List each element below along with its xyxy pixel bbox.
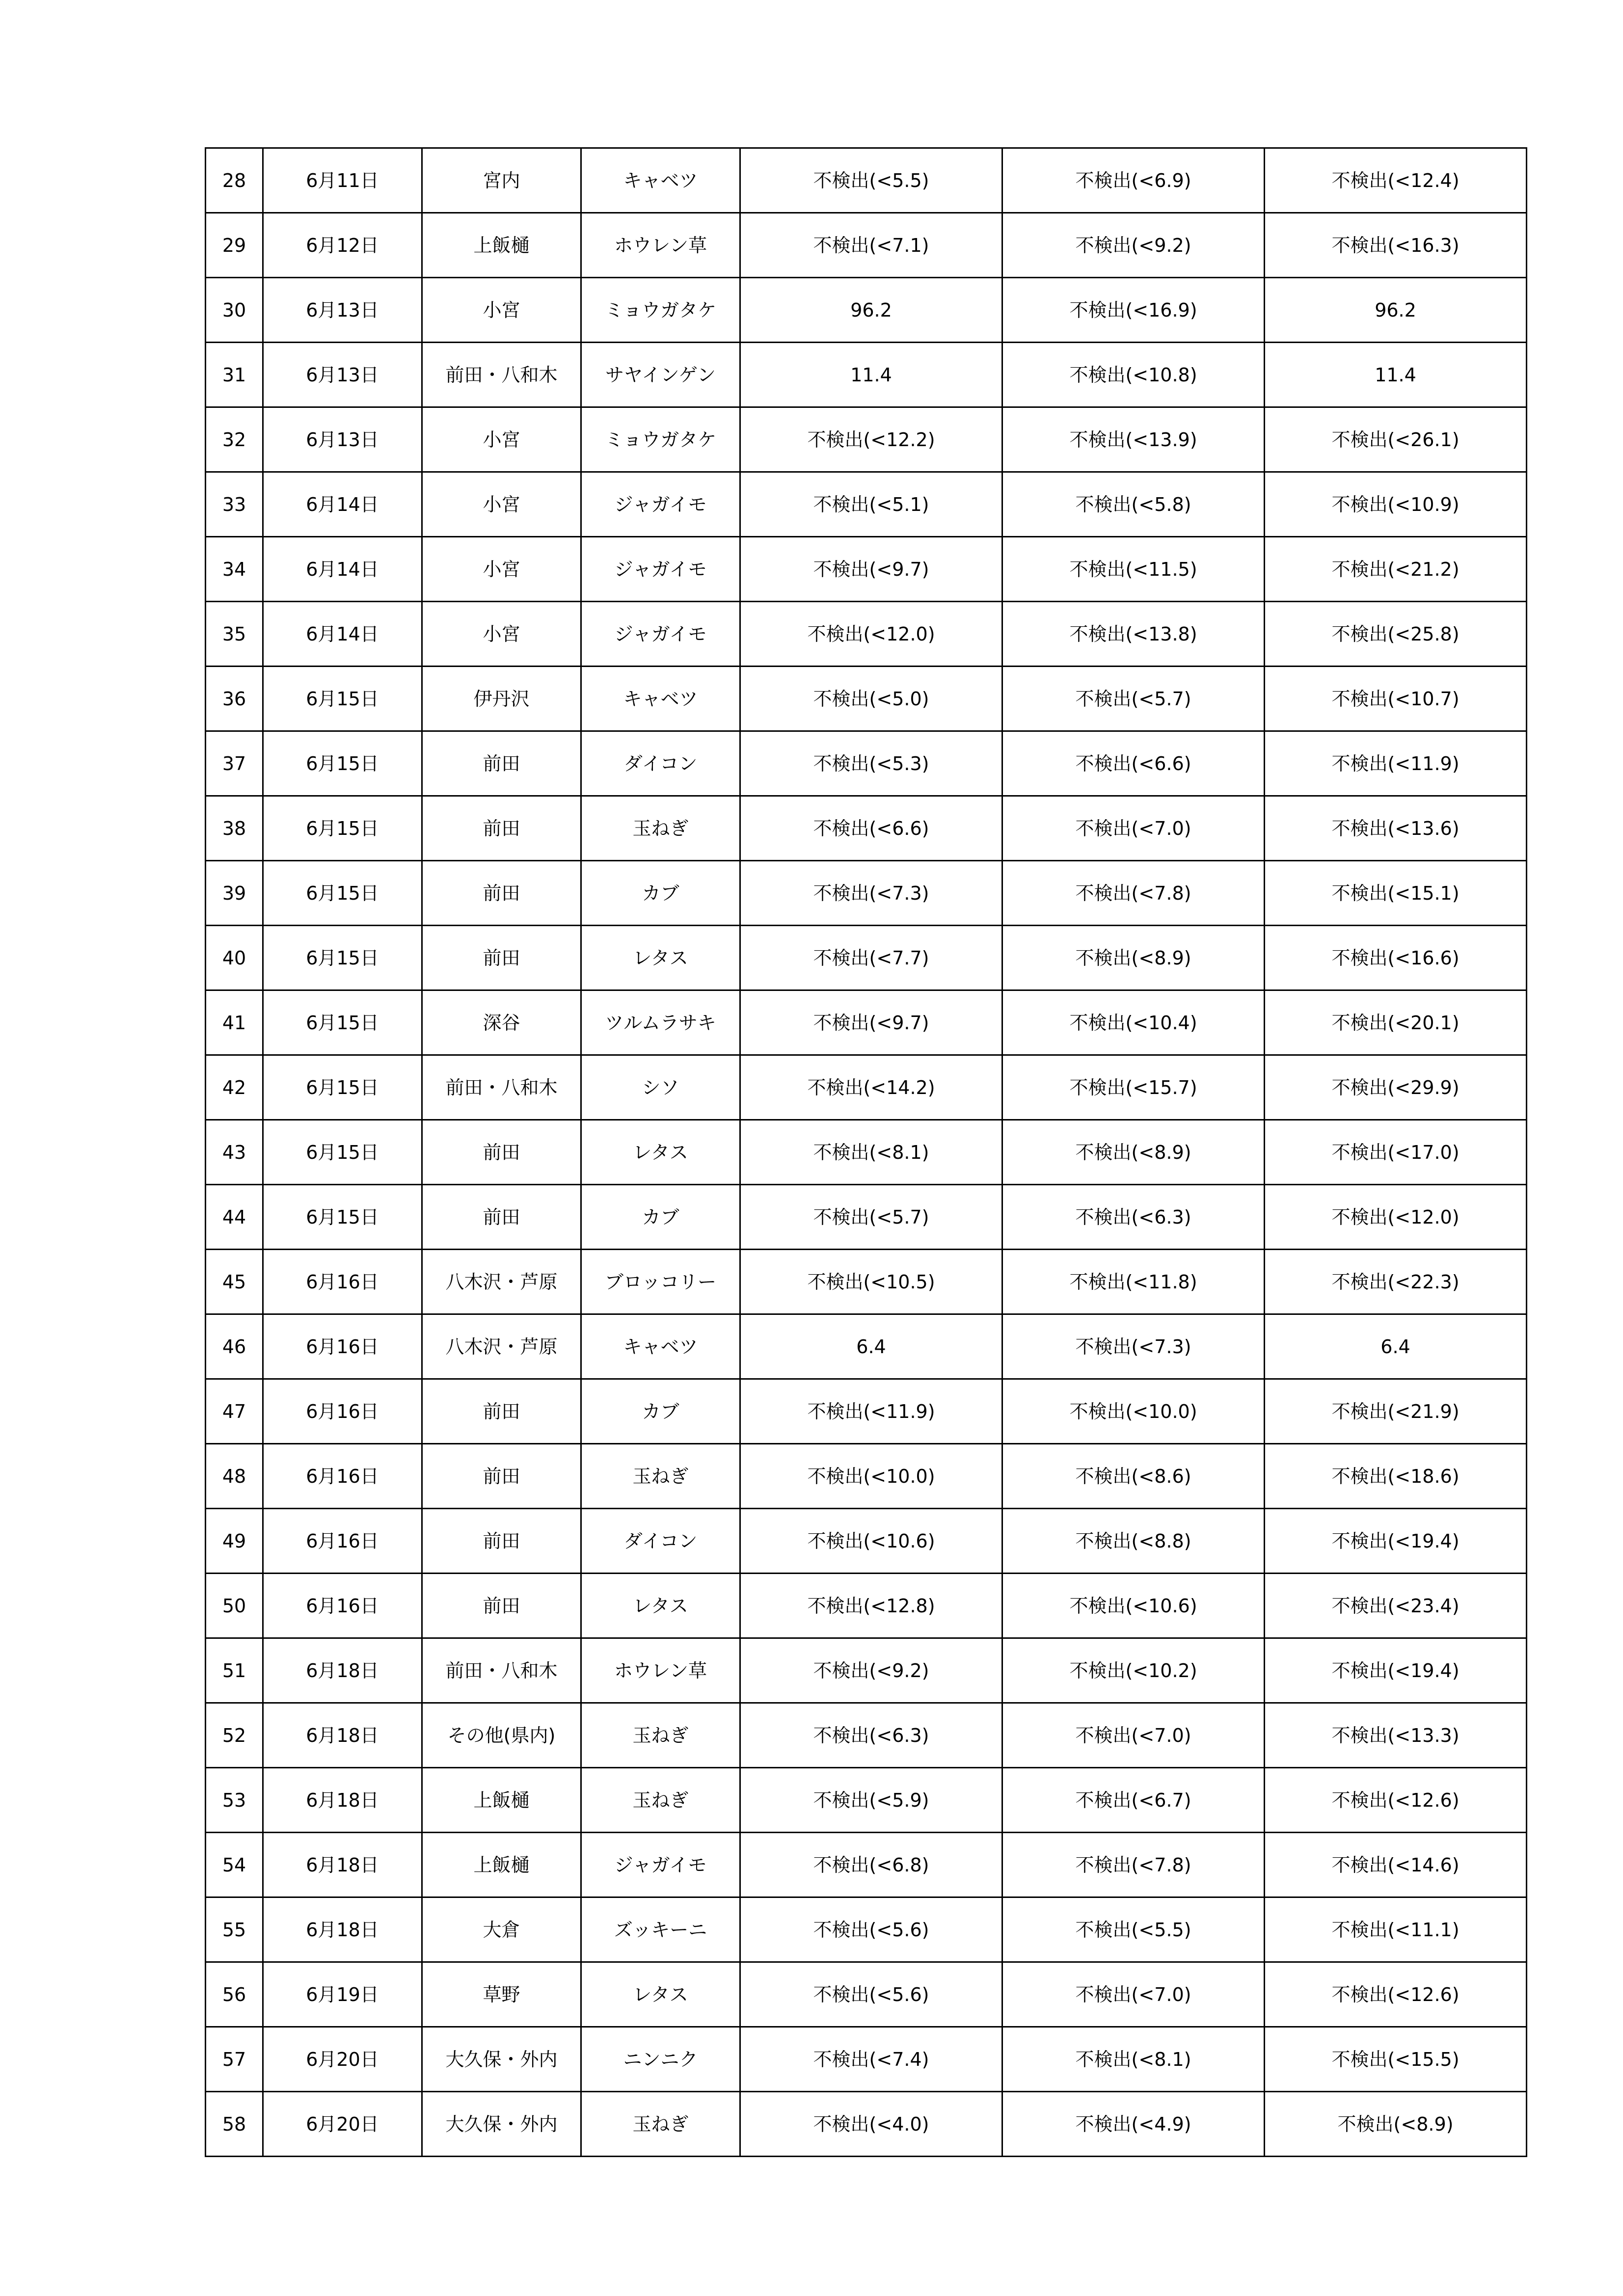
- measurement-value-1: 6.4: [740, 1314, 1002, 1379]
- row-number: 43: [206, 1120, 263, 1185]
- measurement-total: 不検出(<10.7): [1265, 667, 1527, 731]
- sample-date: 6月11日: [263, 148, 422, 213]
- measurement-total: 6.4: [1265, 1314, 1527, 1379]
- measurement-value-1: 不検出(<10.0): [740, 1444, 1002, 1509]
- sample-date: 6月18日: [263, 1703, 422, 1768]
- table-row: [206, 278, 1527, 343]
- measurement-value-2: 不検出(<8.8): [1002, 1509, 1265, 1574]
- sample-area: 大久保・外内: [422, 2092, 581, 2157]
- sample-date: 6月14日: [263, 472, 422, 537]
- sample-date: 6月15日: [263, 796, 422, 861]
- sample-date: 6月16日: [263, 1444, 422, 1509]
- sample-area: 前田: [422, 1509, 581, 1574]
- row-number: 36: [206, 667, 263, 731]
- row-number: 34: [206, 537, 263, 602]
- table-row: [206, 343, 1527, 407]
- sample-area: 前田: [422, 1444, 581, 1509]
- measurement-value-1: 不検出(<9.2): [740, 1638, 1002, 1703]
- sample-item: ジャガイモ: [581, 472, 740, 537]
- sample-item: キャベツ: [581, 667, 740, 731]
- sample-date: 6月13日: [263, 278, 422, 343]
- sample-item: ミョウガタケ: [581, 407, 740, 472]
- measurement-total: 11.4: [1265, 343, 1527, 407]
- sample-date: 6月14日: [263, 537, 422, 602]
- sample-area: 前田: [422, 861, 581, 926]
- table-row: [206, 407, 1527, 472]
- sample-item: ホウレン草: [581, 1638, 740, 1703]
- measurement-value-1: 不検出(<9.7): [740, 990, 1002, 1055]
- measurement-value-2: 不検出(<7.8): [1002, 861, 1265, 926]
- row-number: 58: [206, 2092, 263, 2157]
- sample-item: レタス: [581, 926, 740, 990]
- row-number: 32: [206, 407, 263, 472]
- measurement-value-2: 不検出(<10.2): [1002, 1638, 1265, 1703]
- row-number: 50: [206, 1574, 263, 1638]
- table-body: [206, 148, 1527, 2157]
- measurement-value-1: 不検出(<10.5): [740, 1250, 1002, 1314]
- sample-date: 6月16日: [263, 1574, 422, 1638]
- sample-date: 6月16日: [263, 1314, 422, 1379]
- row-number: 48: [206, 1444, 263, 1509]
- measurement-value-2: 不検出(<7.3): [1002, 1314, 1265, 1379]
- measurement-value-2: 不検出(<9.2): [1002, 213, 1265, 278]
- row-number: 44: [206, 1185, 263, 1250]
- table-row: [206, 1250, 1527, 1314]
- row-number: 56: [206, 1962, 263, 2027]
- row-number: 46: [206, 1314, 263, 1379]
- sample-item: ミョウガタケ: [581, 278, 740, 343]
- sample-item: ダイコン: [581, 1509, 740, 1574]
- measurement-total: 不検出(<11.1): [1265, 1897, 1527, 1962]
- row-number: 38: [206, 796, 263, 861]
- measurement-total: 不検出(<16.6): [1265, 926, 1527, 990]
- sample-item: サヤインゲン: [581, 343, 740, 407]
- table-row: [206, 2092, 1527, 2157]
- measurement-total: 不検出(<8.9): [1265, 2092, 1527, 2157]
- row-number: 28: [206, 148, 263, 213]
- measurement-value-1: 不検出(<8.1): [740, 1120, 1002, 1185]
- measurement-value-2: 不検出(<11.8): [1002, 1250, 1265, 1314]
- measurement-value-1: 不検出(<5.5): [740, 148, 1002, 213]
- row-number: 51: [206, 1638, 263, 1703]
- sample-area: 小宮: [422, 472, 581, 537]
- table-row: [206, 1444, 1527, 1509]
- sample-area: 前田: [422, 1379, 581, 1444]
- measurement-value-1: 不検出(<7.4): [740, 2027, 1002, 2092]
- measurement-value-2: 不検出(<5.5): [1002, 1897, 1265, 1962]
- sample-item: ジャガイモ: [581, 1833, 740, 1897]
- sample-item: レタス: [581, 1962, 740, 2027]
- sample-area: 小宮: [422, 278, 581, 343]
- table-row: [206, 1897, 1527, 1962]
- row-number: 31: [206, 343, 263, 407]
- measurement-total: 不検出(<12.6): [1265, 1768, 1527, 1833]
- sample-area: 前田: [422, 1185, 581, 1250]
- table-row: [206, 926, 1527, 990]
- sample-item: シソ: [581, 1055, 740, 1120]
- sample-area: 大倉: [422, 1897, 581, 1962]
- sample-date: 6月20日: [263, 2027, 422, 2092]
- measurement-total: 不検出(<13.3): [1265, 1703, 1527, 1768]
- sample-item: キャベツ: [581, 1314, 740, 1379]
- measurement-total: 不検出(<26.1): [1265, 407, 1527, 472]
- sample-area: 伊丹沢: [422, 667, 581, 731]
- measurement-value-1: 不検出(<9.7): [740, 537, 1002, 602]
- measurement-value-1: 不検出(<7.3): [740, 861, 1002, 926]
- measurement-total: 不検出(<17.0): [1265, 1120, 1527, 1185]
- measurement-value-2: 不検出(<6.6): [1002, 731, 1265, 796]
- sample-date: 6月18日: [263, 1833, 422, 1897]
- table-row: [206, 1120, 1527, 1185]
- measurement-value-1: 不検出(<5.6): [740, 1897, 1002, 1962]
- measurement-value-2: 不検出(<4.9): [1002, 2092, 1265, 2157]
- sample-item: ジャガイモ: [581, 602, 740, 667]
- measurement-value-1: 不検出(<5.7): [740, 1185, 1002, 1250]
- measurement-value-2: 不検出(<11.5): [1002, 537, 1265, 602]
- measurement-total: 不検出(<21.9): [1265, 1379, 1527, 1444]
- measurement-total: 不検出(<16.3): [1265, 213, 1527, 278]
- row-number: 37: [206, 731, 263, 796]
- measurement-value-2: 不検出(<15.7): [1002, 1055, 1265, 1120]
- sample-date: 6月15日: [263, 1055, 422, 1120]
- measurement-total: 96.2: [1265, 278, 1527, 343]
- row-number: 49: [206, 1509, 263, 1574]
- measurement-total: 不検出(<12.0): [1265, 1185, 1527, 1250]
- sample-date: 6月18日: [263, 1897, 422, 1962]
- sample-area: 前田: [422, 1574, 581, 1638]
- sample-area: 前田: [422, 926, 581, 990]
- table-row: [206, 796, 1527, 861]
- measurement-value-2: 不検出(<13.8): [1002, 602, 1265, 667]
- sample-area: 小宮: [422, 537, 581, 602]
- sample-item: ダイコン: [581, 731, 740, 796]
- measurement-total: 不検出(<12.6): [1265, 1962, 1527, 2027]
- sample-date: 6月20日: [263, 2092, 422, 2157]
- sample-item: キャベツ: [581, 148, 740, 213]
- measurement-value-1: 不検出(<4.0): [740, 2092, 1002, 2157]
- sample-area: 大久保・外内: [422, 2027, 581, 2092]
- table-row: [206, 1379, 1527, 1444]
- row-number: 39: [206, 861, 263, 926]
- sample-area: 宮内: [422, 148, 581, 213]
- sample-item: ニンニク: [581, 2027, 740, 2092]
- table-row: [206, 990, 1527, 1055]
- sample-area: 前田: [422, 731, 581, 796]
- sample-item: カブ: [581, 1185, 740, 1250]
- measurement-value-2: 不検出(<7.0): [1002, 1962, 1265, 2027]
- sample-area: 八木沢・芦原: [422, 1250, 581, 1314]
- sample-area: 前田: [422, 1120, 581, 1185]
- measurement-total: 不検出(<12.4): [1265, 148, 1527, 213]
- measurement-value-1: 不検出(<12.8): [740, 1574, 1002, 1638]
- sample-area: 上飯樋: [422, 213, 581, 278]
- table-row: [206, 1638, 1527, 1703]
- row-number: 30: [206, 278, 263, 343]
- measurement-value-1: 不検出(<10.6): [740, 1509, 1002, 1574]
- sample-date: 6月16日: [263, 1250, 422, 1314]
- sample-date: 6月13日: [263, 407, 422, 472]
- measurement-value-2: 不検出(<8.9): [1002, 926, 1265, 990]
- measurement-total: 不検出(<25.8): [1265, 602, 1527, 667]
- measurement-value-1: 不検出(<7.7): [740, 926, 1002, 990]
- results-table: [205, 147, 1527, 2157]
- sample-area: 深谷: [422, 990, 581, 1055]
- sample-item: 玉ねぎ: [581, 2092, 740, 2157]
- measurement-value-1: 11.4: [740, 343, 1002, 407]
- table-row: [206, 213, 1527, 278]
- measurement-value-1: 不検出(<11.9): [740, 1379, 1002, 1444]
- row-number: 35: [206, 602, 263, 667]
- measurement-total: 不検出(<22.3): [1265, 1250, 1527, 1314]
- measurement-total: 不検出(<19.4): [1265, 1509, 1527, 1574]
- sample-date: 6月13日: [263, 343, 422, 407]
- measurement-value-2: 不検出(<8.6): [1002, 1444, 1265, 1509]
- row-number: 55: [206, 1897, 263, 1962]
- sample-date: 6月18日: [263, 1638, 422, 1703]
- table-row: [206, 1703, 1527, 1768]
- table-row: [206, 2027, 1527, 2092]
- measurement-value-1: 不検出(<12.2): [740, 407, 1002, 472]
- table-row: [206, 1833, 1527, 1897]
- sample-item: レタス: [581, 1120, 740, 1185]
- sample-area: 前田・八和木: [422, 343, 581, 407]
- sample-item: ジャガイモ: [581, 537, 740, 602]
- sample-area: 小宮: [422, 407, 581, 472]
- sample-item: ズッキーニ: [581, 1897, 740, 1962]
- row-number: 29: [206, 213, 263, 278]
- measurement-value-1: 96.2: [740, 278, 1002, 343]
- measurement-value-2: 不検出(<10.0): [1002, 1379, 1265, 1444]
- measurement-value-2: 不検出(<10.4): [1002, 990, 1265, 1055]
- sample-date: 6月16日: [263, 1379, 422, 1444]
- sample-date: 6月15日: [263, 1185, 422, 1250]
- sample-area: 小宮: [422, 602, 581, 667]
- row-number: 53: [206, 1768, 263, 1833]
- sample-item: ホウレン草: [581, 213, 740, 278]
- measurement-value-2: 不検出(<7.0): [1002, 1703, 1265, 1768]
- sample-item: 玉ねぎ: [581, 1703, 740, 1768]
- row-number: 41: [206, 990, 263, 1055]
- table-row: [206, 602, 1527, 667]
- sample-item: カブ: [581, 1379, 740, 1444]
- sample-area: 前田・八和木: [422, 1055, 581, 1120]
- sample-date: 6月15日: [263, 861, 422, 926]
- sample-item: ツルムラサキ: [581, 990, 740, 1055]
- measurement-value-1: 不検出(<5.0): [740, 667, 1002, 731]
- measurement-total: 不検出(<18.6): [1265, 1444, 1527, 1509]
- measurement-value-2: 不検出(<6.3): [1002, 1185, 1265, 1250]
- table-row: [206, 1185, 1527, 1250]
- sample-date: 6月12日: [263, 213, 422, 278]
- measurement-value-1: 不検出(<5.3): [740, 731, 1002, 796]
- table-row: [206, 1574, 1527, 1638]
- sample-area: 上飯樋: [422, 1833, 581, 1897]
- measurement-total: 不検出(<29.9): [1265, 1055, 1527, 1120]
- sample-area: 八木沢・芦原: [422, 1314, 581, 1379]
- row-number: 52: [206, 1703, 263, 1768]
- measurement-value-2: 不検出(<6.7): [1002, 1768, 1265, 1833]
- measurement-value-2: 不検出(<8.1): [1002, 2027, 1265, 2092]
- row-number: 47: [206, 1379, 263, 1444]
- sample-area: その他(県内): [422, 1703, 581, 1768]
- measurement-value-2: 不検出(<10.6): [1002, 1574, 1265, 1638]
- sample-date: 6月15日: [263, 990, 422, 1055]
- table-row: [206, 861, 1527, 926]
- measurement-total: 不検出(<15.1): [1265, 861, 1527, 926]
- sample-date: 6月19日: [263, 1962, 422, 2027]
- sample-item: ブロッコリー: [581, 1250, 740, 1314]
- measurement-value-2: 不検出(<13.9): [1002, 407, 1265, 472]
- table-row: [206, 731, 1527, 796]
- measurement-total: 不検出(<14.6): [1265, 1833, 1527, 1897]
- sample-date: 6月15日: [263, 731, 422, 796]
- sample-date: 6月15日: [263, 1120, 422, 1185]
- table-row: [206, 1768, 1527, 1833]
- measurement-value-2: 不検出(<6.9): [1002, 148, 1265, 213]
- measurement-value-2: 不検出(<16.9): [1002, 278, 1265, 343]
- sample-date: 6月16日: [263, 1509, 422, 1574]
- measurement-total: 不検出(<20.1): [1265, 990, 1527, 1055]
- measurement-value-2: 不検出(<5.7): [1002, 667, 1265, 731]
- measurement-total: 不検出(<15.5): [1265, 2027, 1527, 2092]
- row-number: 42: [206, 1055, 263, 1120]
- sample-date: 6月14日: [263, 602, 422, 667]
- sample-area: 前田: [422, 796, 581, 861]
- measurement-value-1: 不検出(<6.8): [740, 1833, 1002, 1897]
- measurement-value-1: 不検出(<5.1): [740, 472, 1002, 537]
- measurement-value-2: 不検出(<7.0): [1002, 796, 1265, 861]
- measurement-value-1: 不検出(<12.0): [740, 602, 1002, 667]
- measurement-value-1: 不検出(<5.9): [740, 1768, 1002, 1833]
- sample-area: 草野: [422, 1962, 581, 2027]
- measurement-value-1: 不検出(<6.6): [740, 796, 1002, 861]
- sample-item: 玉ねぎ: [581, 1768, 740, 1833]
- measurement-value-1: 不検出(<14.2): [740, 1055, 1002, 1120]
- table-row: [206, 1962, 1527, 2027]
- measurement-value-1: 不検出(<5.6): [740, 1962, 1002, 2027]
- sample-item: レタス: [581, 1574, 740, 1638]
- row-number: 33: [206, 472, 263, 537]
- sample-item: 玉ねぎ: [581, 796, 740, 861]
- row-number: 40: [206, 926, 263, 990]
- measurement-total: 不検出(<11.9): [1265, 731, 1527, 796]
- measurement-value-1: 不検出(<7.1): [740, 213, 1002, 278]
- row-number: 45: [206, 1250, 263, 1314]
- sample-area: 上飯樋: [422, 1768, 581, 1833]
- table-row: [206, 1509, 1527, 1574]
- sample-date: 6月15日: [263, 667, 422, 731]
- sample-date: 6月15日: [263, 926, 422, 990]
- table-row: [206, 667, 1527, 731]
- table-row: [206, 1314, 1527, 1379]
- row-number: 57: [206, 2027, 263, 2092]
- row-number: 54: [206, 1833, 263, 1897]
- measurement-value-2: 不検出(<7.8): [1002, 1833, 1265, 1897]
- sample-item: 玉ねぎ: [581, 1444, 740, 1509]
- measurement-total: 不検出(<13.6): [1265, 796, 1527, 861]
- table-row: [206, 1055, 1527, 1120]
- measurement-total: 不検出(<19.4): [1265, 1638, 1527, 1703]
- table-row: [206, 472, 1527, 537]
- measurement-value-2: 不検出(<8.9): [1002, 1120, 1265, 1185]
- measurement-value-2: 不検出(<5.8): [1002, 472, 1265, 537]
- measurement-total: 不検出(<10.9): [1265, 472, 1527, 537]
- table-row: [206, 148, 1527, 213]
- measurement-total: 不検出(<21.2): [1265, 537, 1527, 602]
- sample-date: 6月18日: [263, 1768, 422, 1833]
- measurement-value-2: 不検出(<10.8): [1002, 343, 1265, 407]
- table-row: [206, 537, 1527, 602]
- measurement-total: 不検出(<23.4): [1265, 1574, 1527, 1638]
- sample-item: カブ: [581, 861, 740, 926]
- measurement-value-1: 不検出(<6.3): [740, 1703, 1002, 1768]
- sample-area: 前田・八和木: [422, 1638, 581, 1703]
